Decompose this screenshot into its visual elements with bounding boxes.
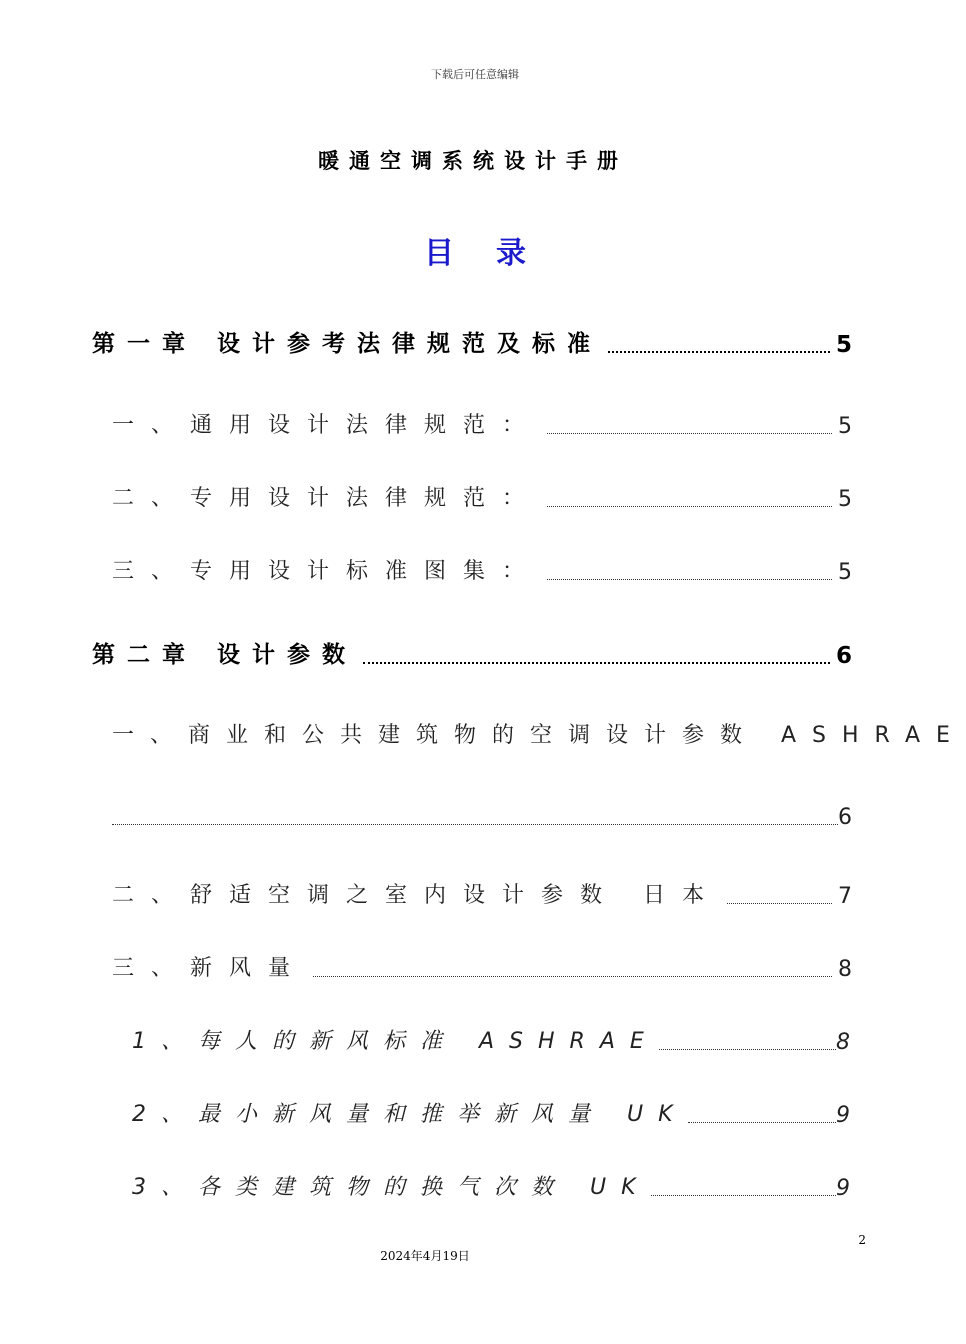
- toc-entry-page: 7: [838, 884, 852, 909]
- toc-entry-section[interactable]: [112, 878, 852, 909]
- toc-entry-page: 5: [838, 560, 852, 585]
- toc-entry-subsection[interactable]: [132, 1024, 850, 1055]
- toc-entry-label: 3、各类建筑物的换气次数 UK: [132, 1175, 651, 1200]
- toc-entry-page: 9: [836, 1103, 850, 1128]
- toc-entry-page: 9: [836, 1176, 850, 1201]
- toc-entry-label: 二、舒适空调之室内设计参数 日本: [112, 883, 721, 908]
- toc-entry-label: 三、专用设计标准图集：: [112, 559, 542, 584]
- toc-entry-continuation[interactable]: [112, 805, 852, 830]
- toc-leader-dots: [659, 1048, 836, 1050]
- toc-entry-page: 5: [835, 332, 852, 358]
- toc-leader-dots: [363, 661, 830, 664]
- toc-leader-dots: [547, 578, 832, 580]
- toc-entry-section[interactable]: [112, 481, 852, 512]
- toc-entry-section[interactable]: [112, 951, 852, 982]
- toc-entry-chapter-2[interactable]: [92, 636, 852, 669]
- toc-entry-label: 一、通用设计法律规范：: [112, 413, 542, 438]
- toc-entry-subsection[interactable]: [132, 1097, 850, 1128]
- toc-entry-label: 第二章 设计参数: [92, 642, 358, 668]
- toc-leader-dots: [547, 505, 832, 507]
- toc-entry-label: 二、专用设计法律规范：: [112, 486, 542, 511]
- toc-entry-page: 5: [838, 487, 852, 512]
- toc-leader-dots: [547, 432, 832, 434]
- toc-entry-page: 8: [838, 957, 852, 982]
- toc-entry-page: 5: [838, 414, 852, 439]
- toc-entry-page: 6: [838, 805, 852, 830]
- header-note: 下载后可任意编辑: [431, 68, 519, 81]
- toc-leader-dots: [727, 902, 832, 904]
- page-number: 2: [858, 1233, 866, 1247]
- toc-entry-subsection[interactable]: [132, 1170, 850, 1201]
- toc-entry-section[interactable]: [112, 554, 852, 585]
- toc-leader-dots: [651, 1194, 836, 1196]
- toc-entry-label: 三、新风量: [112, 956, 308, 981]
- toc-entry-page: 6: [835, 643, 852, 669]
- toc-entry-label: 一、商业和公共建筑物的空调设计参数 ASHRAE: [112, 723, 966, 748]
- toc-entry-section[interactable]: [112, 408, 852, 439]
- toc-title: 目录: [424, 236, 568, 271]
- toc-leader-dots: [313, 975, 832, 977]
- toc-leader-dots: [608, 350, 830, 353]
- toc-entry-chapter-1[interactable]: [92, 325, 852, 358]
- toc-entry-section-wrapped[interactable]: [112, 718, 966, 749]
- toc-entry-label: 2、最小新风量和推举新风量 UK: [132, 1102, 688, 1127]
- toc-leader-dots: [688, 1121, 836, 1123]
- footer-date: 2024年4月19日: [380, 1249, 470, 1263]
- toc-leader-dots: [112, 823, 838, 825]
- document-title: 暖通空调系统设计手册: [318, 149, 628, 173]
- toc-entry-page: 8: [836, 1030, 850, 1055]
- toc-entry-label: 1、每人的新风标准 ASHRAE: [132, 1029, 659, 1054]
- toc-entry-label: 第一章 设计参考法律规范及标准: [92, 331, 603, 357]
